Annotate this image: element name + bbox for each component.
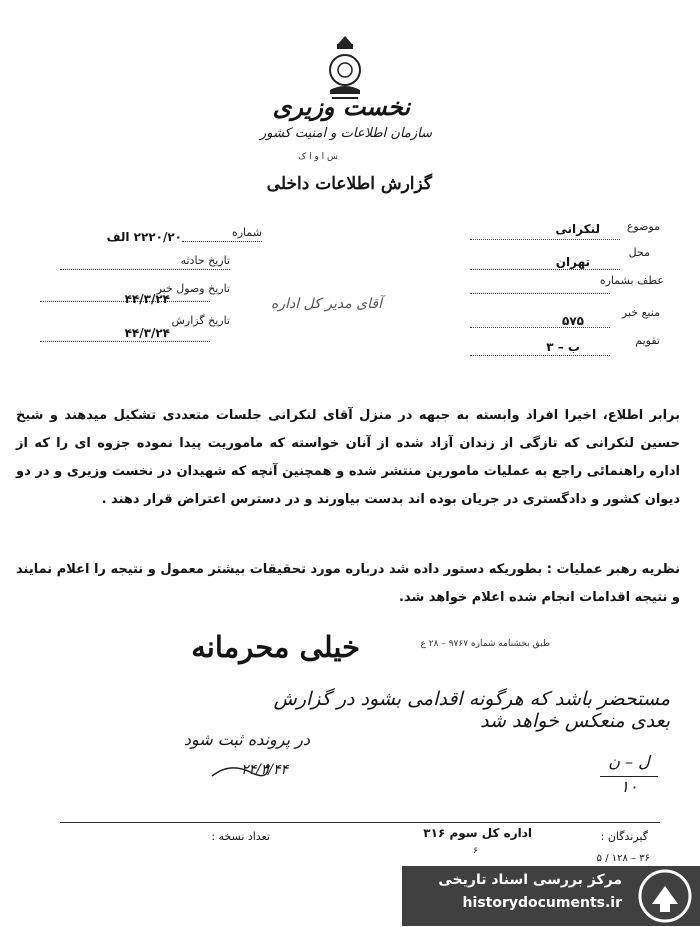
report-paragraph-1: برابر اطلاع، اخیرا افراد وابسته به جبهه در منزل آقای لنکرانی جلسات متعددی تشکیل میدهند و شیخ حسین لنکرانی که تازگی از زندان آزاد شده از آنان خواسته که ماموریت پیدا نموده جزوه ای را که از اداره راهنمائی راجع به عملیات مامورین منتشر شده و همچنین آنچه که شهیدان در نخست وزیری و در دو دیوان کشور و دادگستری در جریان بوده اند بدست بیاورند و در دسترس اعتراض قرار دهند .	[16, 408, 680, 507]
number-dotted-line	[182, 240, 262, 242]
handwritten-date: ۲۴/۳/۴۴	[240, 762, 288, 778]
recipients-value: اداره کل سوم ۳۱۶	[423, 826, 532, 840]
location-label: محل	[628, 246, 650, 259]
source-value: ۵۷۵	[562, 314, 584, 328]
source-dotted-line	[470, 326, 610, 328]
location-dotted-line	[470, 268, 620, 270]
footer-divider	[60, 822, 660, 823]
report-date-label: تاریخ گزارش	[171, 314, 230, 327]
handwritten-note-1: مستحضر باشد که هرگونه اقدامی بشود در گزارش بعدی منعکس خواهد شد	[273, 688, 670, 732]
subject-value: لنکرانی	[555, 222, 600, 236]
assessment-value: ب – ۳	[546, 340, 580, 354]
receipt-date-label: تاریخ وصول خبر	[156, 282, 230, 295]
reference-dotted-line	[470, 292, 610, 294]
number-label: شماره	[231, 226, 262, 239]
document-type-title: گزارش اطلاعات داخلی	[266, 174, 432, 194]
report-date-value: ۴۴/۳/۲۴	[124, 326, 170, 340]
sub-unit: س ا و ا ک	[298, 152, 338, 162]
assessment-label: تقویم	[635, 334, 660, 347]
handwritten-addressee: آقای مدیر کل اداره	[270, 296, 382, 312]
ministry-title: نخست وزیری	[272, 92, 410, 121]
organization-name: سازمان اطلاعات و امنیت کشور	[259, 126, 432, 141]
source-label: منبع خبر	[621, 306, 660, 319]
fraction-note	[596, 752, 662, 802]
copies-label: تعداد نسخه :	[211, 830, 270, 843]
archive-logo-icon	[636, 868, 694, 924]
incident-date-dotted-line	[60, 268, 230, 270]
bottom-reference: ۳۶ – ۱۲۸ / ۵	[596, 853, 650, 864]
signature-mark	[210, 754, 270, 784]
fraction-top: ل – ن	[608, 752, 650, 771]
watermark-name: مرکز بررسی اسناد تاریخی	[438, 872, 622, 888]
location-value: تهران	[555, 255, 590, 269]
handwritten-note-2: در پرونده ثبت شود	[183, 730, 310, 749]
fraction-bottom: ۱۰	[620, 777, 638, 796]
assessment-dotted-line	[470, 354, 610, 356]
classification-stamp: خیلی محرمانه	[191, 630, 360, 664]
report-paragraph-2: نظریه رهبر عملیات : بطوریکه دستور داده شد درباره مورد تحقیقات بیشتر معمول و نتیجه را اعلام نمایند و نتیجه اقدامات انجام شده اعلام خواهد شد.	[16, 562, 680, 605]
recipients-label: گیرندگان :	[600, 830, 648, 843]
incident-date-label: تاریخ حادثه	[180, 254, 230, 267]
stamp-reference: طبق بخشنامه شماره ۹۷۶۷ – ۲۸ ع	[420, 639, 550, 649]
number-value: ۲۲۲۰/۲۰ الف	[106, 230, 182, 244]
reference-label: عطف بشماره	[599, 274, 664, 287]
subject-dotted-line	[470, 238, 620, 240]
report-date-dotted-line	[40, 340, 210, 342]
recipients-extra: ۶	[473, 846, 478, 856]
watermark-url[interactable]: historydocuments.ir	[462, 895, 622, 911]
receipt-date-value: ۴۴/۳/۲۴	[124, 292, 170, 306]
subject-label: موضوع	[626, 220, 660, 233]
